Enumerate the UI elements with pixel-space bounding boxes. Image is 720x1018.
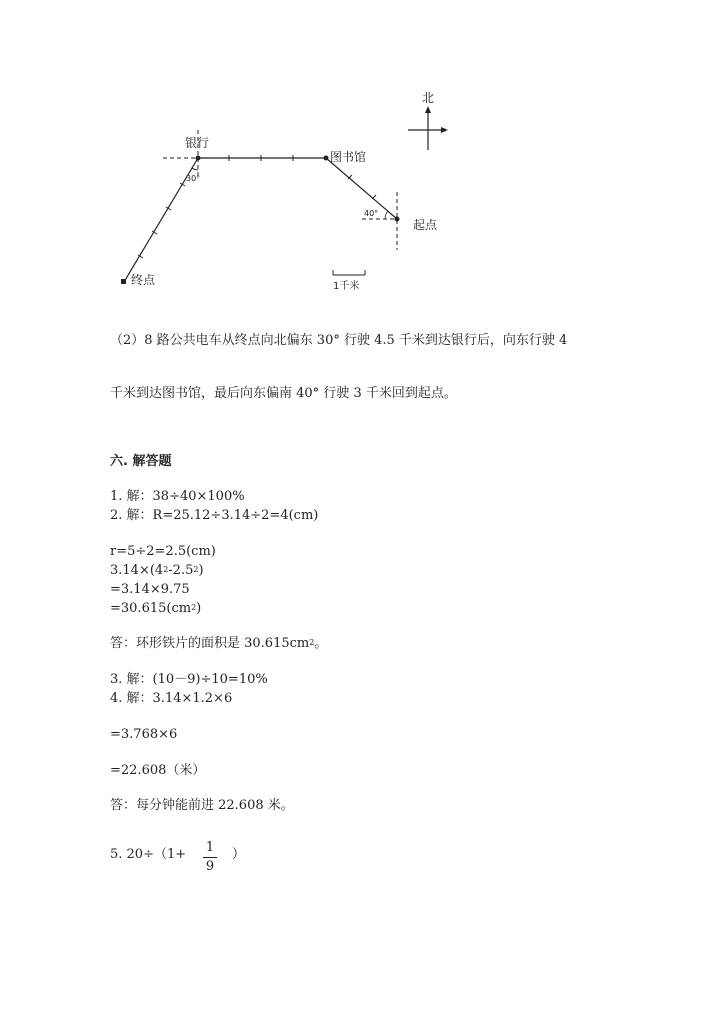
bank-label: 银行 [185, 136, 210, 150]
start-point [395, 217, 400, 222]
fraction-bar [203, 857, 217, 858]
scale-bar [333, 270, 365, 292]
start-angle-arc [385, 211, 388, 219]
solution-3: 3. 解：(10－9)÷10=10% [110, 672, 268, 687]
solution-2-answer: 答：环形铁片的面积是 $30.615cm^2$。 [110, 636, 328, 651]
solution-5-suffix: ） [232, 847, 246, 862]
fraction-denominator: 9 [205, 859, 215, 874]
library-label: 图书馆 [330, 150, 367, 164]
north-compass [408, 91, 448, 150]
route-map [0, 0, 720, 320]
library-point [324, 156, 329, 161]
solution-1: 1. 解：38÷40×100% [110, 489, 245, 504]
solution-2-step-c: =3.14×9.75 [110, 582, 190, 597]
fraction-numerator: 1 [205, 840, 215, 855]
end-point [121, 279, 126, 284]
solution-2-step-b: $3.14\times(4^2-2.5^2)$ [110, 563, 204, 578]
solution-4-answer: 答：每分钟能前进 22.608 米。 [110, 798, 294, 813]
solution-2-step-a: r=5÷2=2.5(cm) [110, 544, 216, 559]
solution-4-step-a: =3.768×6 [110, 727, 178, 742]
solution-5-prefix: 5. 20÷（1+ [110, 847, 187, 862]
answer-part2-line2: 千米到达图书馆，最后向东偏南 40° 行驶 3 千米回到起点。 [110, 386, 457, 401]
bank-point [196, 156, 201, 161]
section-title: 六. 解答题 [110, 454, 172, 469]
bank-angle-arc [192, 168, 198, 170]
solution-5-fraction [203, 840, 217, 875]
end-label: 终点 [131, 273, 156, 287]
solution-4-step-b: =22.608（米） [110, 763, 206, 778]
start-label: 起点 [413, 218, 438, 232]
bank-angle-label: 30° [186, 174, 201, 183]
solution-2: 2. 解：R=25.12÷3.14÷2=4(cm) [110, 508, 319, 523]
answer-part2-line1: （2）8 路公共电车从终点向北偏东 30° 行驶 4.5 千米到达银行后，向东行驶 4 [110, 333, 568, 348]
route-library-to-start [326, 158, 397, 219]
scale-label: 1千米 [333, 281, 360, 292]
north-label: 北 [422, 91, 435, 105]
start-angle-label: 40° [364, 209, 379, 218]
solution-4: 4. 解：3.14×1.2×6 [110, 691, 233, 706]
solution-2-step-d: $=30.615(cm^2)$ [110, 601, 202, 616]
